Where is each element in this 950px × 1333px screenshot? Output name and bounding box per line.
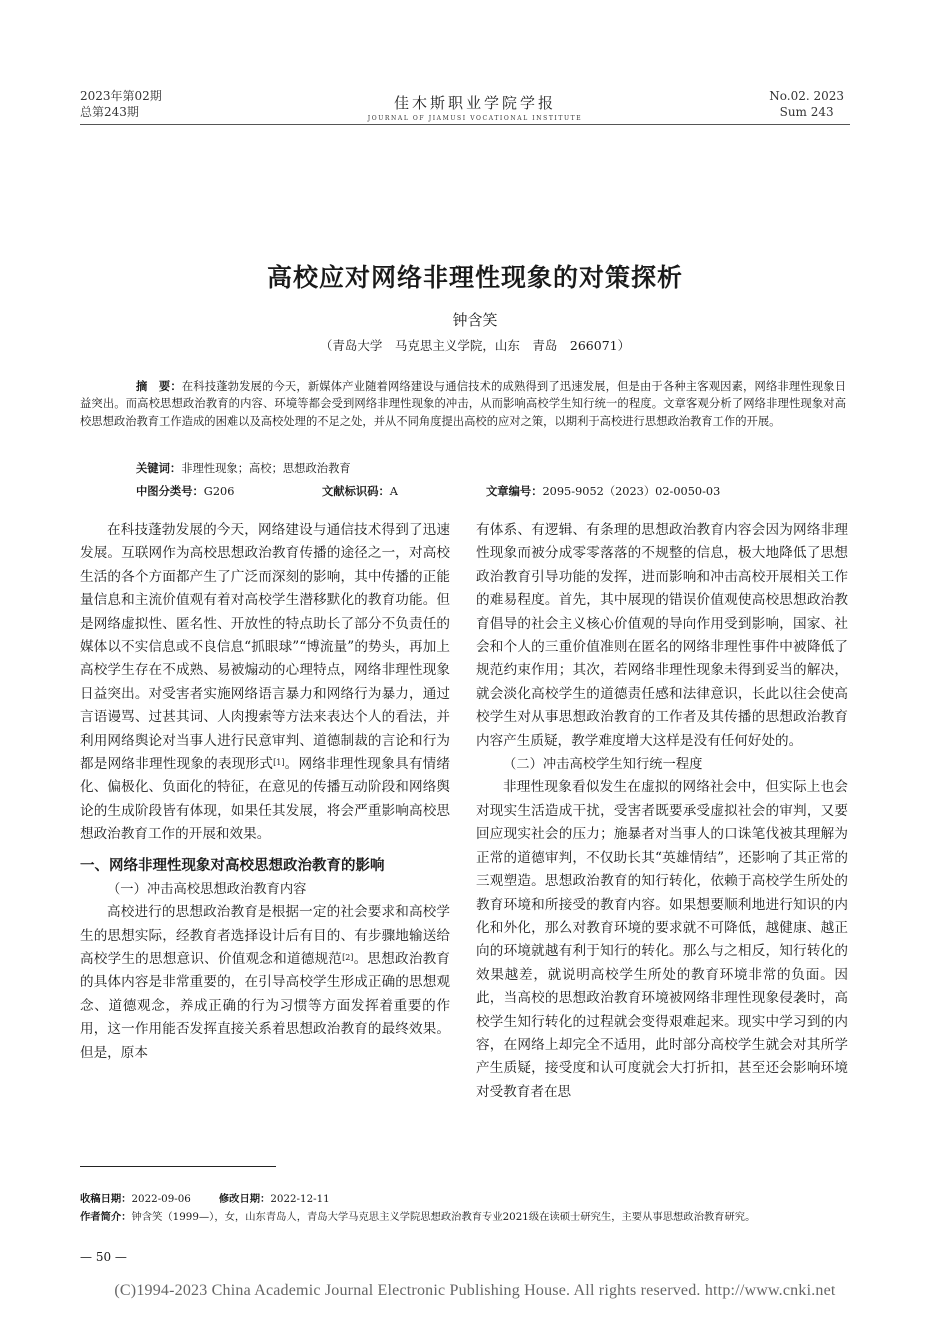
journal-name-en: JOURNAL OF JIAMUSI VOCATIONAL INSTITUTE bbox=[367, 115, 583, 122]
page-number: — 50 — bbox=[80, 1250, 127, 1264]
doc-code-label: 文献标识码： bbox=[322, 485, 390, 498]
received-date: 2022-09-06 bbox=[131, 1193, 191, 1205]
author-name: 钟含笑 bbox=[452, 311, 498, 329]
article-number-label: 文章编号： bbox=[486, 485, 543, 498]
revised-date: 2022-12-11 bbox=[270, 1193, 330, 1205]
paragraph: 非理性现象看似发生在虚拟的网络社会中，但实际上也会对现实生活造成干扰，受害者既要承受虚拟社会的审判，又要回应现实社会的压力；施暴者对当事人的口诛笔伐被其理解为正常的道德审判，不仅助长其“英雄情结”，还影响了其正常的三观塑造。思想政治教育的知行转化，依赖于高校学生所处的教育环境和所接受的教育内容。如果想要顺利地进行知识的内化和外化，那么对教育环境的要求就不可降低，越健康、越正向的环境就越有利于知行的转化。那么与之相反，知行转化的效果越差，就说明高校学生所处的教育环境非常的负面。因此，当高校的思想政治教育环境被网络非理性现象侵袭时，高校学生知行转化的过程就会变得艰难起来。现实中学习到的内容，在网络上却完全不适用，此时部分高校学生就会对其所学产生质疑，接受度和认可度就会大打折扣，甚至还会影响环境对受教育者在思 bbox=[476, 779, 848, 1100]
author-affiliation: （青岛大学 马克思主义学院，山东 青岛 266071） bbox=[319, 338, 631, 353]
keywords-text: 非理性现象；高校；思想政治教育 bbox=[181, 462, 351, 475]
article-title: 高校应对网络非理性现象的对策探析 bbox=[266, 263, 683, 292]
section-heading: 一、网络非理性现象对高校思想政治教育的影响 bbox=[80, 857, 385, 874]
footnote-rule bbox=[80, 1166, 276, 1167]
body-left-column bbox=[80, 519, 450, 1065]
doc-code bbox=[322, 483, 398, 499]
clc-label: 中图分类号： bbox=[136, 485, 204, 498]
article-number-value: 2095-9052（2023）02-0050-03 bbox=[542, 485, 721, 498]
abstract bbox=[80, 378, 846, 430]
paragraph: 在科技蓬勃发展的今天，网络建设与通信技术得到了迅速发展。互联网作为高校思想政治教育传播的途径之一，对高校生活的各个方面都产生了广泛而深刻的影响，其中传播的正能量信息和主流价值观有着对高校学生潜移默化的教育功能。但是网络虚拟性、匿名性、开放性的特点助长了部分不负责任的媒体以不实信息或不良信息“抓眼球”“博流量”的势头，再加上高校学生存在不成熟、易被煽动的心理特点，网络非理性现象日益突出。对受害者实施网络语言暴力和网络行为暴力，通过言语谩骂、过甚其词、人肉搜索等方法来表达个人的看法，并利用网络舆论对当事人进行民意审判、道德制裁的言论和行为都是网络非理性现象的表现形式[1]。网络非理性现象具有情绪化、偏极化、负面化的特征，在意见的传播互动阶段和网络舆论的生成阶段皆有体现，如果任其发展，将会严重影响高校思想政治教育工作的开展和效果。 bbox=[80, 522, 451, 843]
keywords bbox=[136, 460, 351, 476]
issue-info-en bbox=[769, 88, 844, 120]
issue-sum: Sum 243 bbox=[779, 105, 834, 119]
header-rule bbox=[80, 124, 850, 125]
clc-value: G206 bbox=[203, 485, 235, 498]
body-right-column bbox=[476, 519, 848, 1104]
subsection-heading: （一）冲击高校思想政治教育内容 bbox=[107, 881, 307, 897]
article-number bbox=[486, 483, 720, 499]
issue-number: No.02. 2023 bbox=[769, 89, 844, 103]
copyright-watermark: (C)1994-2023 China Academic Journal Electronic Publishing House. All rights reserved. http://www.cnki.net bbox=[114, 1282, 836, 1299]
subsection-heading: （二）冲击高校学生知行统一程度 bbox=[503, 757, 703, 773]
doc-code-value: A bbox=[389, 485, 398, 498]
abstract-text: 在科技蓬勃发展的今天，新媒体产业随着网络建设与通信技术的成熟得到了迅速发展，但是由于各种主客观因素，网络非理性现象日益突出。而高校思想政治教育的内容、环境等都会受到网络非理性现象的冲击，从而影响高校学生知行统一的程度。文章客观分析了网络非理性现象对高校思想政治教育工作造成的困难以及高校处理的不足之处，并从不同角度提出高校的应对之策，以期利于高校进行思想政治教育工作的开展。 bbox=[80, 380, 846, 428]
dates-line: 收稿日期：2022-09-06 修改日期：2022-12-11 bbox=[80, 1193, 330, 1205]
citation-ref[interactable]: [2] bbox=[342, 952, 354, 962]
citation-ref[interactable]: [1] bbox=[273, 758, 285, 768]
keywords-label: 关键词： bbox=[136, 462, 182, 475]
author-bio: 作者简介：钟含笑（1999—），女，山东青岛人，青岛大学马克思主义学院思想政治教育专业2021级在读硕士研究生，主要从事思想政治教育研究。 bbox=[80, 1211, 756, 1223]
footnotes bbox=[80, 1190, 850, 1226]
abstract-label: 摘 要： bbox=[136, 380, 182, 393]
clc-number bbox=[136, 483, 234, 499]
paragraph: 有体系、有逻辑、有条理的思想政治教育内容会因为网络非理性现象而被分成零零落落的不规整的信息，极大地降低了思想政治教育引导功能的发挥，进而影响和冲击高校开展相关工作的难易程度。首先，其中展现的错误价值观使高校思想政治教育倡导的社会主义核心价值观的导向作用受到影响，国家、社会和个人的三重价值准则在匿名的网络非理性事件中被降低了规范约束作用；其次，若网络非理性现象未得到妥当的解决，就会淡化高校学生的道德责任感和法律意识，长此以往会使高校学生对从事思想政治教育的工作者及其传播的思想政治教育内容产生质疑，教学难度增大这样是没有任何好处的。 bbox=[476, 522, 848, 749]
issue-year: 2023年第02期 bbox=[80, 89, 162, 103]
journal-name-cn: 佳木斯职业学院学报 bbox=[393, 94, 556, 112]
paragraph: 高校进行的思想政治教育是根据一定的社会要求和高校学生的思想实际，经教育者选择设计后有目的、有步骤地输送给高校学生的思想意识、价值观念和道德规范[2]。思想政治教育的具体内容是非常重要的，在引导高校学生形成正确的思想观念、道德观念，养成正确的行为习惯等方面发挥着重要的作用，这一作用能否发挥直接关系着思想政治教育的最终效果。但是，原本 bbox=[80, 904, 450, 1061]
issue-total: 总第243期 bbox=[80, 105, 139, 119]
